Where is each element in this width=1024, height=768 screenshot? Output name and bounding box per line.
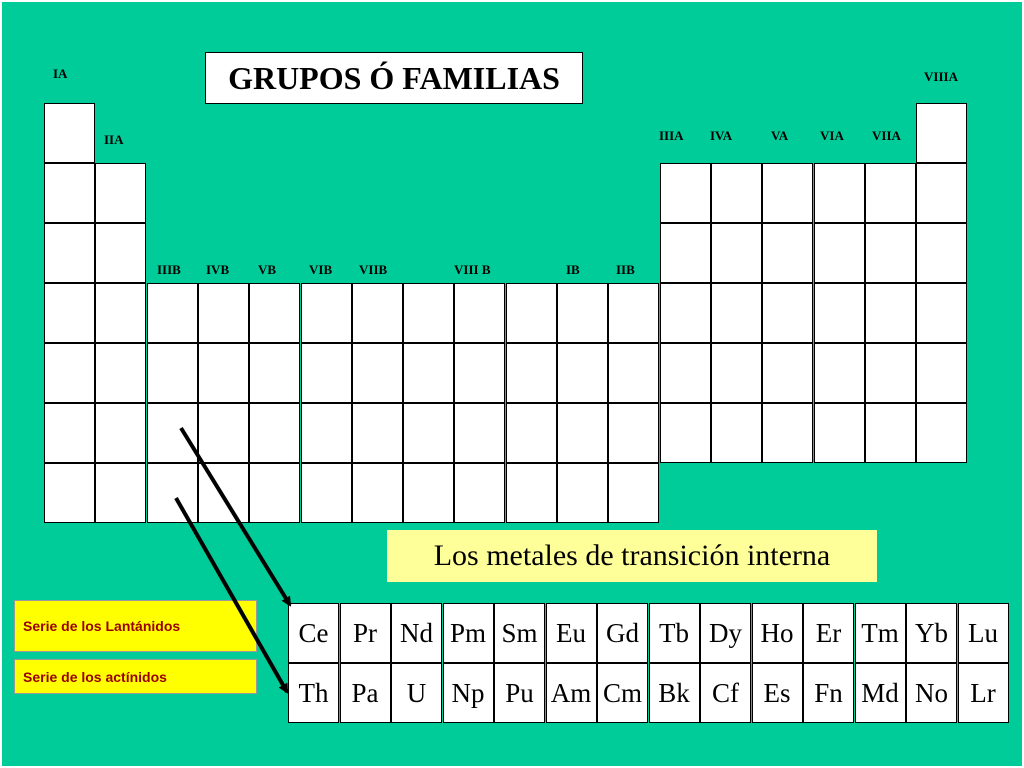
lanthanide-arrow [181,428,290,605]
element-cell: Dy [700,603,751,663]
element-cell: Er [803,603,854,663]
group-label-ia: IA [53,66,68,81]
group-label-va: VA [771,128,789,143]
element-cell: Yb [906,603,957,663]
element-cell: Lr [958,663,1009,723]
group-label-viib: VIIB [359,262,388,277]
group-label-viiia: VIIIA [924,69,958,84]
group-label-viiib: VIII B [454,262,491,277]
element-cell: Nd [391,603,442,663]
element-cell: Tm [855,603,906,663]
element-cell: No [906,663,957,723]
element-cell: Lu [958,603,1009,663]
group-label-iib: IIB [616,262,635,277]
slide [2,2,1022,766]
element-cell: Th [288,663,339,723]
slide-title: GRUPOS Ó FAMILIAS [205,52,583,104]
group-label-vib: VIB [309,262,333,277]
actinide-arrow [176,498,287,692]
element-cell: Tb [649,603,700,663]
element-cell: Pr [340,603,391,663]
element-cell: Bk [649,663,700,723]
arrows [2,2,1022,766]
lanthanide-series-label: Serie de los Lantánidos [14,600,257,652]
group-label-via: VIA [820,128,844,143]
element-cell: Fn [803,663,854,723]
element-cell: Eu [546,603,597,663]
element-cell: Sm [494,603,545,663]
element-cell: Np [443,663,494,723]
element-cell: U [391,663,442,723]
group-label-iiia: IIIA [659,128,684,143]
actinide-series-label: Serie de los actínidos [14,659,257,694]
element-cell: Gd [597,603,648,663]
element-cell: Cm [597,663,648,723]
element-cell: Pa [340,663,391,723]
element-cell: Es [752,663,803,723]
group-label-ivb: IVB [206,262,230,277]
group-label-iva: IVA [710,128,733,143]
element-cell: Md [855,663,906,723]
inner-transition-heading: Los metales de transición interna [387,530,877,582]
group-label-vb: VB [258,262,277,277]
element-cell: Cf [700,663,751,723]
group-label-iiib: IIIB [157,262,181,277]
group-label-viia: VIIA [872,128,901,143]
element-cell: Ce [288,603,339,663]
element-cell: Pu [494,663,545,723]
element-cell: Ho [752,603,803,663]
group-label-iia: IIA [104,132,124,147]
element-cell: Pm [443,603,494,663]
group-label-ib: IB [566,262,580,277]
element-cell: Am [546,663,597,723]
